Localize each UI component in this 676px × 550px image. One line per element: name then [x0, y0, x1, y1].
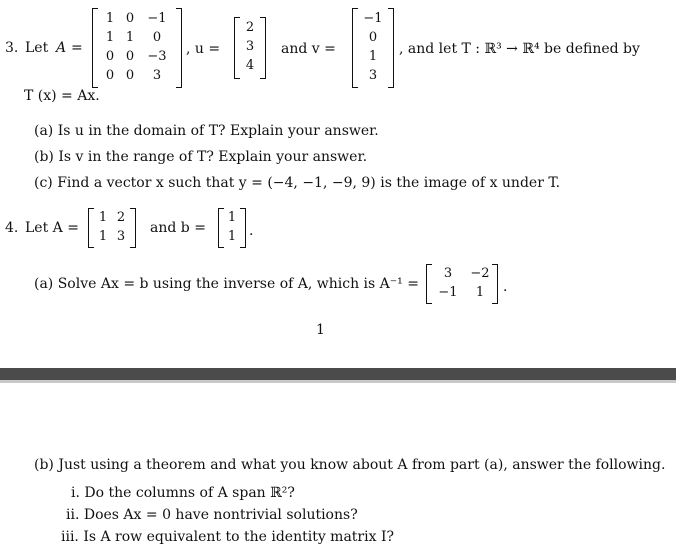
bracket-right	[492, 264, 498, 304]
matrix-cell: 1	[98, 210, 108, 225]
problem-4-number: 4.	[5, 220, 19, 236]
bracket-right	[176, 8, 182, 88]
matrix-cell: 0	[105, 68, 115, 83]
problem-3-part-a: (a) Is u in the domain of T? Explain your answer.	[34, 123, 379, 139]
vector-cell: 3	[245, 39, 255, 54]
and-b-label: and b =	[150, 220, 206, 236]
matrix-cell: 0	[125, 68, 135, 83]
vector-cell: 0	[368, 30, 378, 45]
vector-u	[234, 17, 266, 79]
question-iii: iii. Is A row equivalent to the identity matrix I?	[61, 529, 394, 545]
problem-4-part-a: (a) Solve Ax = b using the inverse of A, which is A⁻¹ =	[34, 276, 419, 292]
comma-u-label: , u =	[186, 41, 221, 57]
bracket-left	[352, 8, 358, 88]
matrix-cell: 1	[475, 285, 485, 300]
page-number: 1	[316, 322, 325, 338]
matrix-cell: 0	[152, 30, 162, 45]
problem-3-equals: =	[71, 40, 83, 56]
matrix-cell: 2	[116, 210, 126, 225]
bracket-left	[218, 208, 224, 248]
matrix-cell: −1	[438, 285, 458, 300]
problem-3-part-b: (b) Is v in the range of T? Explain your answer.	[34, 149, 368, 165]
matrix-cell: −3	[147, 49, 167, 64]
vector-cell: 1	[227, 210, 237, 225]
bracket-right	[388, 8, 394, 88]
question-i: i. Do the columns of A span ℝ²?	[71, 485, 295, 501]
vector-cell: −1	[363, 11, 383, 26]
part-b-intro: (b) Just using a theorem and what you know about A from part (a), answer the following.	[34, 457, 666, 473]
page-divider	[0, 368, 676, 380]
matrix-cell: 3	[116, 229, 126, 244]
bracket-right	[260, 17, 266, 79]
page-divider-shadow	[0, 380, 676, 383]
matrix-a-3	[92, 8, 182, 88]
vector-cell: 1	[227, 229, 237, 244]
matrix-cell: 1	[105, 11, 115, 26]
bracket-right	[240, 208, 246, 248]
problem-3-part-c: (c) Find a vector x such that y = (−4, −1, −9, 9) is the image of x under T.	[34, 175, 561, 191]
problem-3-number: 3.	[5, 40, 19, 56]
problem-3-tail-text: , and let T : ℝ³ → ℝ⁴ be defined by	[399, 41, 640, 57]
vector-cell: 1	[368, 49, 378, 64]
part-a-period: .	[503, 279, 508, 295]
vector-cell: 4	[245, 58, 255, 73]
bracket-left	[92, 8, 98, 88]
question-ii: ii. Does Ax = 0 have nontrivial solutions?	[66, 507, 358, 523]
vector-b	[218, 208, 246, 248]
matrix-cell: 3	[152, 68, 162, 83]
vector-cell: 2	[245, 20, 255, 35]
matrix-cell: 0	[125, 49, 135, 64]
problem-3-a-symbol: A	[56, 40, 67, 56]
matrix-cell: 0	[125, 11, 135, 26]
matrix-cell: 1	[105, 30, 115, 45]
bracket-left	[88, 208, 94, 248]
problem-4-let: Let A =	[25, 220, 79, 236]
problem-4-period: .	[249, 223, 254, 239]
vector-v	[352, 8, 394, 88]
transformation-definition: T (x) = Ax.	[24, 88, 100, 104]
matrix-cell: −2	[470, 266, 490, 281]
matrix-cell: −1	[147, 11, 167, 26]
matrix-a-4	[88, 208, 136, 248]
inverse-matrix	[426, 264, 498, 304]
and-v-label: and v =	[281, 41, 336, 57]
problem-3-let: Let	[25, 40, 49, 56]
bracket-right	[130, 208, 136, 248]
vector-cell: 3	[368, 68, 378, 83]
bracket-left	[426, 264, 432, 304]
matrix-cell: 0	[105, 49, 115, 64]
matrix-cell: 1	[125, 30, 135, 45]
matrix-cell: 1	[98, 229, 108, 244]
bracket-left	[234, 17, 240, 79]
matrix-cell: 3	[443, 266, 453, 281]
